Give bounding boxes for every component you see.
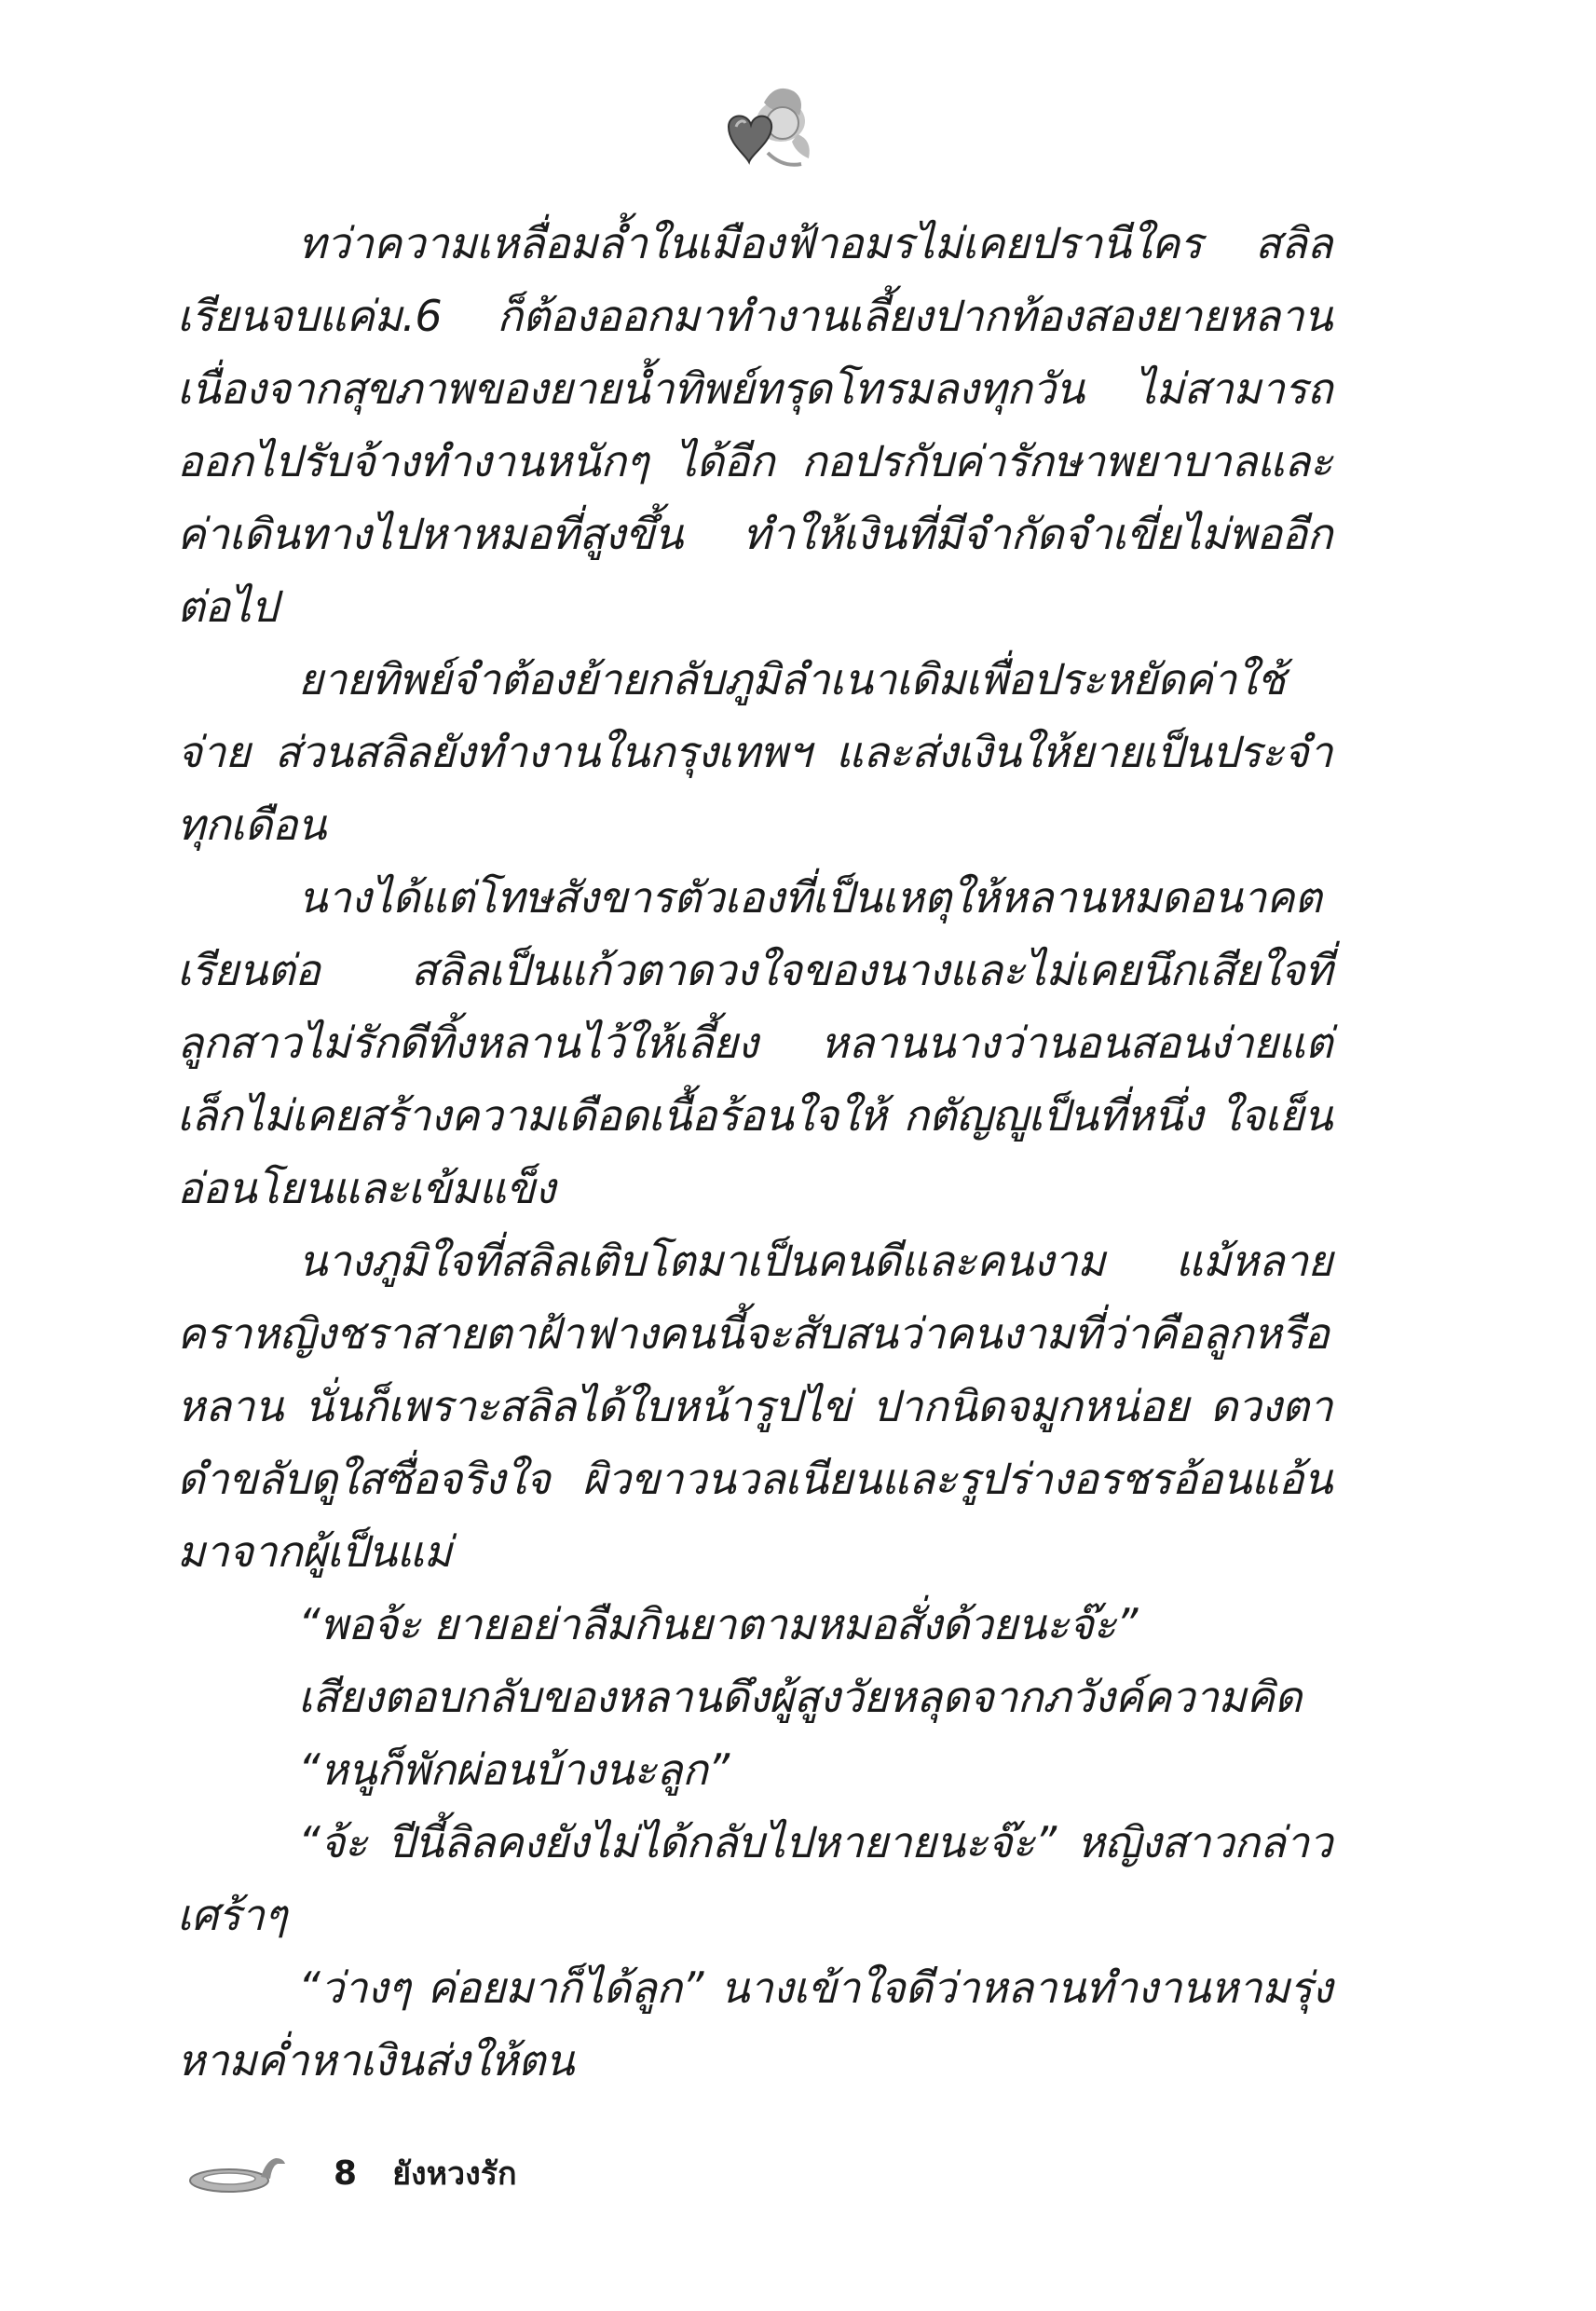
paragraph: ยายทิพย์จำต้องย้ายกลับภูมิลำเนาเดิมเพื่อประหยัดค่าใช้จ่าย ส่วนสลิลยังทำงานในกรุงเทพฯ และส่งเงินให้ยายเป็นประจำทุกเดือน <box>177 654 1332 850</box>
dialogue-line: “ว่างๆ ค่อยมาก็ได้ลูก” นางเข้าใจดีว่าหลานทำงานหามรุ่งหามค่ำหาเงินส่งให้ตน <box>177 1962 1332 2085</box>
book-title: ยังหวงรัก <box>392 2155 517 2193</box>
swan-ornament-icon <box>186 2151 289 2195</box>
page-number: 8 <box>334 2154 358 2193</box>
story-text <box>177 207 1332 2097</box>
paragraph: ทว่าความเหลื่อมล้ำในเมืองฟ้าอมรไม่เคยปรานีใคร สลิลเรียนจบแค่ม.6 ก็ต้องออกมาทำงานเลี้ยงปากท้องสองยายหลาน เนื่องจากสุขภาพของยายน้ำทิพย์ทรุดโทรมลงทุกวัน ไม่สามารถออกไปรับจ้างทำงานหนักๆ ได้อีก กอปรกับค่ารักษาพยาบาลและค่าเดินทางไปหาหมอที่สูงขึ้น ทำให้เงินที่มีจำกัดจำเขี่ยไม่พออีกต่อไป <box>177 218 1332 632</box>
dialogue-line: “พอจ้ะ ยายอย่าลืมกินยาตามหมอสั่งด้วยนะจ๊ะ” <box>298 1599 1138 1649</box>
paragraph: นางภูมิใจที่สลิลเติบโตมาเป็นคนดีและคนงาม แม้หลายคราหญิงชราสายตาฝ้าฟางคนนี้จะสับสนว่าคนงามที่ว่าคือลูกหรือหลาน นั่นก็เพราะสลิลได้ใบหน้ารูปไข่ ปากนิดจมูกหน่อย ดวงตาดำขลับดูใสซื่อจริงใจ ผิวขาวนวลเนียนและรูปร่างอรชรอ้อนแอ้นมาจากผู้เป็นแม่ <box>177 1236 1332 1577</box>
paragraph: เสียงตอบกลับของหลานดึงผู้สูงวัยหลุดจากภวังค์ความคิด <box>298 1672 1302 1722</box>
page-footer <box>186 2145 517 2201</box>
dialogue-line: “จ้ะ ปีนี้ลิลคงยังไม่ได้กลับไปหายายนะจ๊ะ” หญิงสาวกล่าวเศร้าๆ <box>177 1817 1332 1940</box>
cupid-with-heart-icon <box>708 75 820 177</box>
paragraph: นางได้แต่โทษสังขารตัวเองที่เป็นเหตุให้หลานหมดอนาคตเรียนต่อ สลิลเป็นแก้วตาดวงใจของนางและไม่เคยนึกเสียใจที่ลูกสาวไม่รักดีทิ้งหลานไว้ให้เลี้ยง หลานนางว่านอนสอนง่ายแต่เล็กไม่เคยสร้างความเดือดเนื้อร้อนใจให้ กตัญญูเป็นที่หนึ่ง ใจเย็นอ่อนโยนและเข้มแข็ง <box>177 872 1332 1213</box>
dialogue-line: “หนูก็พักผ่อนบ้างนะลูก” <box>298 1744 730 1795</box>
